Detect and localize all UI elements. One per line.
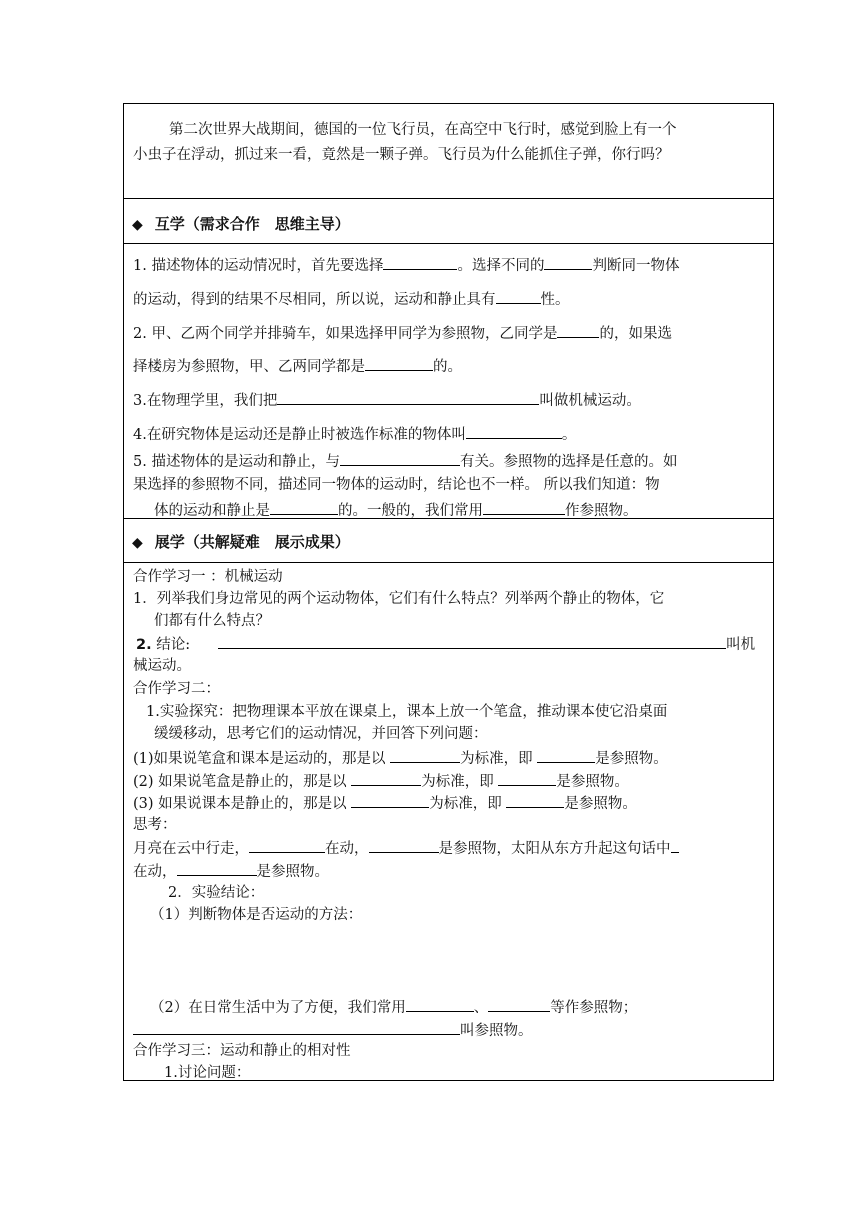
intro-line-1: 第二次世界大战期间，德国的一位飞行员，在高空中飞行时，感觉到脸上有一个 bbox=[169, 122, 677, 138]
answer-blank[interactable] bbox=[277, 390, 539, 405]
question-2-line-2 bbox=[133, 356, 462, 376]
conclusion-2-line-1 bbox=[150, 997, 637, 1017]
text: 为标准，即 bbox=[421, 774, 494, 790]
answer-blank[interactable] bbox=[466, 424, 562, 439]
question-4 bbox=[133, 424, 576, 444]
text: 2. 甲、乙两个同学并排骑车，如果选择甲同学为参照物，乙同学是 bbox=[133, 326, 558, 342]
think-label: 思考： bbox=[133, 817, 177, 833]
answer-blank[interactable] bbox=[177, 861, 257, 876]
answer-blank[interactable] bbox=[557, 323, 599, 338]
text: 叫机 bbox=[726, 637, 756, 653]
experiment-q2 bbox=[133, 771, 629, 791]
divider bbox=[124, 198, 773, 199]
text: 在动， bbox=[133, 864, 177, 880]
answer-blank[interactable] bbox=[365, 356, 433, 371]
answer-blank[interactable] bbox=[488, 997, 550, 1012]
answer-blank[interactable] bbox=[483, 500, 565, 515]
text: 判断同一物体 bbox=[592, 258, 680, 274]
text: 在动， bbox=[325, 841, 369, 857]
coop-study-3-heading: 合作学习三：运动和静止的相对性 bbox=[133, 1043, 351, 1059]
text: 的。 bbox=[433, 359, 462, 375]
question-5-line-2: 果选择的参照物不同，描述同一物体的运动时，结论也不一样。 所以我们知道：物 bbox=[133, 477, 660, 493]
answer-blank[interactable] bbox=[498, 771, 556, 786]
think-line-2 bbox=[133, 861, 329, 881]
text: 为标准，即 bbox=[460, 751, 533, 767]
text: 是参照物。 bbox=[564, 796, 637, 812]
text: 月亮在云中行走， bbox=[133, 841, 249, 857]
answer-blank[interactable] bbox=[406, 997, 474, 1012]
text: 是参照物。 bbox=[556, 774, 629, 790]
answer-blank[interactable] bbox=[133, 1020, 460, 1035]
section-huxue-header bbox=[132, 213, 350, 234]
answer-blank[interactable] bbox=[671, 838, 679, 853]
coop-study-3-q1: 1.讨论问题： bbox=[164, 1065, 251, 1081]
text: 1. 描述物体的运动情况时，首先要选择 bbox=[133, 258, 384, 274]
text: 体的运动和静止是 bbox=[154, 503, 270, 519]
conclusion-1: （1）判断物体是否运动的方法： bbox=[150, 907, 363, 923]
answer-blank[interactable] bbox=[537, 748, 595, 763]
text: (3) 如果说课本是静止的，那是以 bbox=[133, 796, 347, 812]
text: 是参照物。 bbox=[595, 751, 668, 767]
answer-blank[interactable] bbox=[270, 500, 338, 515]
text: 为标准，即 bbox=[429, 796, 502, 812]
divider bbox=[124, 243, 773, 244]
coop-study-1-q2-cont: 械运动。 bbox=[133, 658, 191, 674]
experiment-line-2: 缓缓移动，思考它们的运动情况，并回答下列问题： bbox=[154, 726, 488, 742]
diamond-bullet-icon: ◆ bbox=[132, 217, 143, 233]
question-5-line-1 bbox=[133, 451, 677, 471]
section-zhanxue-title: 展学（共解疑难 展示成果） bbox=[154, 533, 350, 551]
question-3 bbox=[133, 390, 641, 410]
experiment-line-1: 1.实验探究：把物理课本平放在课桌上，课本上放一个笔盒，推动课本使它沿桌面 bbox=[146, 704, 668, 720]
answer-blank[interactable] bbox=[390, 748, 460, 763]
text: 叫做机械运动。 bbox=[539, 393, 641, 409]
text: 的运动，得到的结果不尽相同，所以说，运动和静止具有 bbox=[133, 292, 496, 308]
worksheet-frame bbox=[123, 103, 774, 1081]
conclusion-2-line-2 bbox=[133, 1020, 533, 1040]
text: (1)如果说笔盒和课本是运动的，那是以 bbox=[133, 751, 386, 767]
text: (2) 如果说笔盒是静止的，那是以 bbox=[133, 774, 347, 790]
text: 、 bbox=[473, 1000, 489, 1016]
question-1-line-1 bbox=[133, 255, 679, 275]
text: 3.在物理学里，我们把 bbox=[133, 393, 278, 409]
think-line-1 bbox=[133, 838, 679, 858]
text: 等作参照物； bbox=[550, 1000, 638, 1016]
answer-blank[interactable] bbox=[506, 793, 564, 808]
coop-study-1-q1-line-2: 们都有什么特点？ bbox=[154, 613, 270, 629]
coop-study-2-heading: 合作学习二： bbox=[133, 681, 220, 697]
answer-blank[interactable] bbox=[369, 838, 439, 853]
diamond-bullet-icon: ◆ bbox=[132, 535, 143, 551]
text: 4.在研究物体是运动还是静止时被选作标准的物体叫 bbox=[133, 427, 466, 443]
coop-study-1-q1-line-1: 1．列举我们身边常见的两个运动物体，它们有什么特点？列举两个静止的物体，它 bbox=[133, 591, 665, 607]
text: （2）在日常生活中为了方便，我们常用 bbox=[150, 1000, 406, 1016]
text: 5. 描述物体的是运动和静止，与 bbox=[133, 454, 340, 470]
answer-blank[interactable] bbox=[496, 289, 541, 304]
coop-study-1-heading: 合作学习一 ：机械运动 bbox=[133, 569, 283, 585]
text: 有关。参照物的选择是任意的。如 bbox=[459, 454, 678, 470]
text: 。 bbox=[561, 427, 577, 443]
text: 2. bbox=[136, 637, 152, 653]
answer-blank[interactable] bbox=[351, 793, 429, 808]
answer-blank[interactable] bbox=[249, 838, 325, 853]
text: 性。 bbox=[540, 292, 570, 308]
divider bbox=[124, 518, 773, 519]
text: 择楼房为参照物，甲、乙两同学都是 bbox=[133, 359, 365, 375]
text: 作参照物。 bbox=[565, 503, 638, 519]
section-zhanxue-header bbox=[132, 531, 350, 552]
text: 是参照物，太阳从东方升起这句话中 bbox=[438, 841, 671, 857]
conclusion-heading: 2．实验结论： bbox=[168, 885, 265, 901]
answer-blank[interactable] bbox=[544, 255, 592, 270]
text: 。选择不同的 bbox=[457, 258, 545, 274]
question-1-line-2 bbox=[133, 289, 570, 309]
answer-blank[interactable] bbox=[383, 255, 457, 270]
experiment-q1 bbox=[133, 748, 668, 768]
question-5-line-3 bbox=[154, 500, 638, 520]
coop-study-1-q2 bbox=[136, 634, 755, 654]
text: 的。一般的，我们常用 bbox=[338, 503, 483, 519]
experiment-q3 bbox=[133, 793, 637, 813]
answer-blank[interactable] bbox=[351, 771, 421, 786]
divider bbox=[124, 562, 773, 563]
text: 结论: bbox=[156, 637, 191, 653]
section-huxue-title: 互学（需求合作 思维主导） bbox=[154, 215, 350, 233]
text: 是参照物。 bbox=[256, 864, 329, 880]
text: 叫参照物。 bbox=[460, 1023, 533, 1039]
intro-line-2: 小虫子在浮动，抓过来一看，竟然是一颗子弹。飞行员为什么能抓住子弹，你行吗？ bbox=[133, 147, 670, 163]
answer-blank[interactable] bbox=[340, 451, 460, 466]
question-2-line-1 bbox=[133, 323, 672, 343]
text: 的，如果选 bbox=[599, 326, 672, 342]
answer-blank[interactable] bbox=[218, 634, 726, 649]
